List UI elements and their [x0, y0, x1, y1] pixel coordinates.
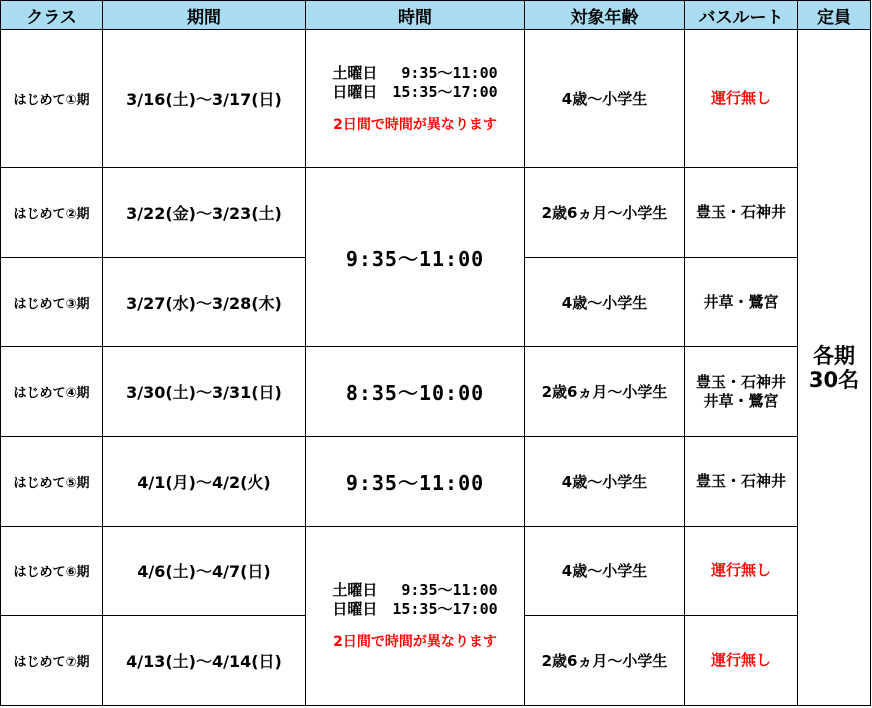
bus-route: 豊玉・石神井 — [695, 372, 786, 391]
period: 4/13(土)～4/14(日) — [103, 616, 306, 706]
target-age: 2歳6ヵ月～小学生 — [525, 616, 685, 706]
capacity-label: 各期 — [813, 343, 855, 368]
bus-route: 運行無し — [685, 526, 798, 616]
header-class: クラス — [1, 1, 103, 30]
bus-route: 運行無し — [685, 616, 798, 706]
target-age: 4歳～小学生 — [525, 30, 685, 168]
period: 3/27(水)～3/28(木) — [103, 257, 306, 347]
capacity-cell — [798, 30, 871, 706]
time-note: 2日間で時間が異なります — [333, 633, 497, 650]
class-name: はじめて⑤期 — [1, 436, 103, 526]
time-cell: 9:35～11:00 — [306, 436, 525, 526]
time-sunday: 日曜日 15:35～17:00 — [332, 82, 498, 101]
table-row — [1, 526, 871, 616]
time-note: 2日間で時間が異なります — [333, 116, 497, 133]
time-saturday: 土曜日 9:35～11:00 — [332, 63, 498, 82]
header-capacity: 定員 — [798, 1, 871, 30]
class-name: はじめて③期 — [1, 257, 103, 347]
period: 3/22(金)～3/23(土) — [103, 168, 306, 258]
header-age: 対象年齢 — [525, 1, 685, 30]
bus-route: 井草・鷺宮 — [685, 257, 798, 347]
period: 3/16(土)～3/17(日) — [103, 30, 306, 168]
target-age: 2歳6ヵ月～小学生 — [525, 347, 685, 437]
capacity-value: 30名 — [808, 367, 860, 392]
header-row — [1, 1, 871, 30]
period: 3/30(土)～3/31(日) — [103, 347, 306, 437]
class-name: はじめて②期 — [1, 168, 103, 258]
period: 4/6(土)～4/7(日) — [103, 526, 306, 616]
header-time: 時間 — [306, 1, 525, 30]
bus-route: 井草・鷺宮 — [703, 391, 779, 410]
header-period: 期間 — [103, 1, 306, 30]
target-age: 4歳～小学生 — [525, 526, 685, 616]
target-age: 4歳～小学生 — [525, 436, 685, 526]
class-name: はじめて⑥期 — [1, 526, 103, 616]
class-name: はじめて⑦期 — [1, 616, 103, 706]
class-name: はじめて④期 — [1, 347, 103, 437]
bus-route: 運行無し — [685, 30, 798, 168]
table-row — [1, 347, 871, 437]
table-row — [1, 168, 871, 258]
time-saturday: 土曜日 9:35～11:00 — [332, 580, 498, 599]
header-bus-route: バスルート — [685, 1, 798, 30]
table-row — [1, 436, 871, 526]
time-cell: 9:35～11:00 — [306, 168, 525, 347]
class-name: はじめて①期 — [1, 30, 103, 168]
period: 4/1(月)～4/2(火) — [103, 436, 306, 526]
time-cell — [306, 30, 525, 168]
table-row — [1, 30, 871, 168]
time-cell: 8:35～10:00 — [306, 347, 525, 437]
target-age: 4歳～小学生 — [525, 257, 685, 347]
time-sunday: 日曜日 15:35～17:00 — [332, 599, 498, 618]
time-cell — [306, 526, 525, 705]
bus-route: 豊玉・石神井 — [685, 436, 798, 526]
bus-route-cell — [685, 347, 798, 437]
target-age: 2歳6ヵ月～小学生 — [525, 168, 685, 258]
bus-route: 豊玉・石神井 — [685, 168, 798, 258]
